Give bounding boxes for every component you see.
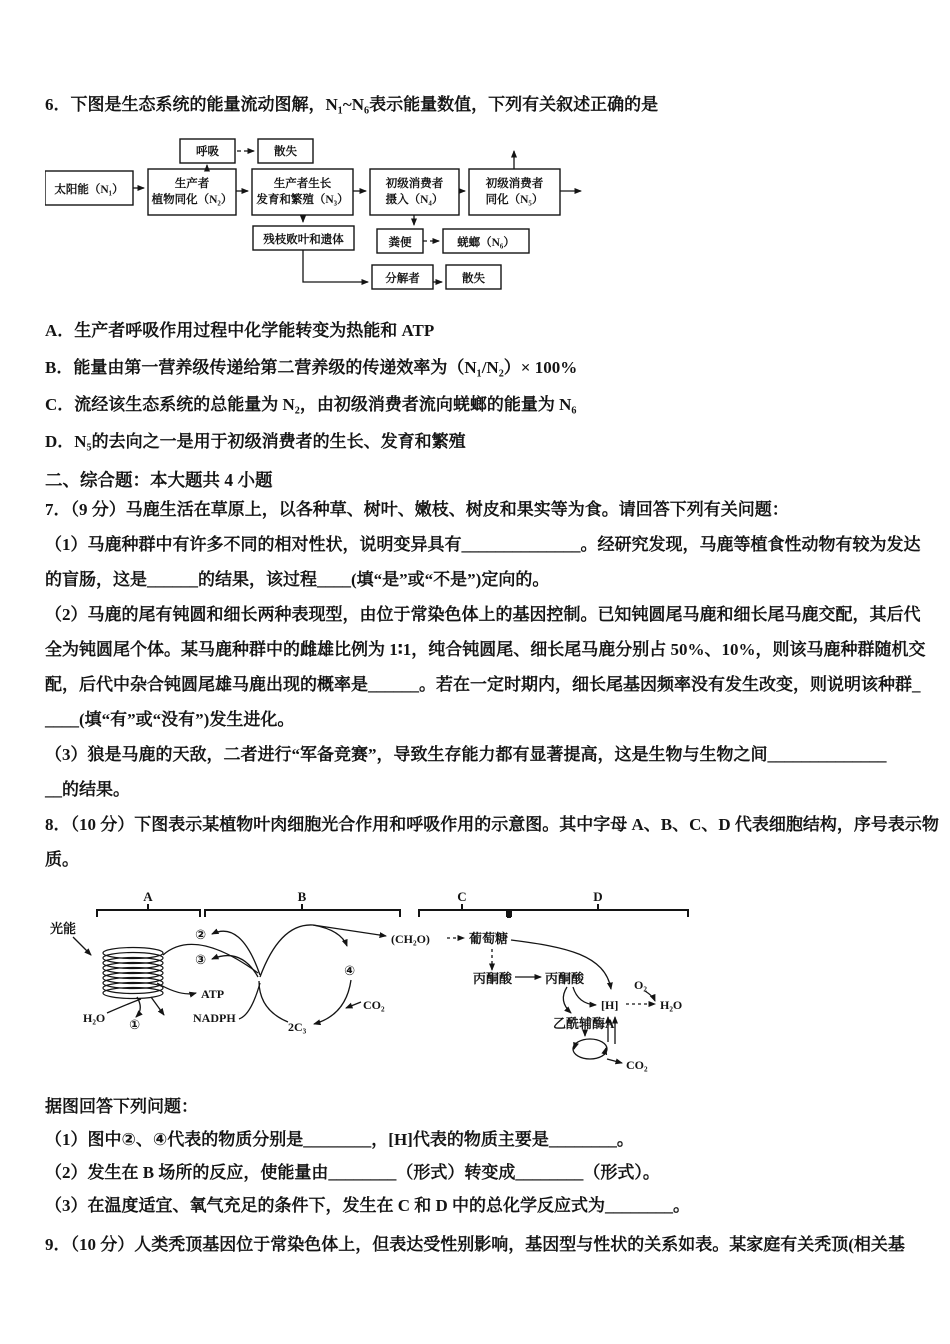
box-decomposer: 分解者 (385, 273, 420, 285)
question8-stem-line1: 8．（10 分）下图表示某植物叶肉细胞光合作用和呼吸作用的示意图。其中字母 A、B、C、D 代表细胞结构，序号表示物 (45, 815, 939, 834)
label-circled-3: ③ (195, 952, 207, 967)
box-intake-line2: 摄入（N₄） (385, 194, 444, 206)
box-respiration: 呼吸 (196, 146, 219, 158)
label-2c3: 2C₃ (288, 1020, 307, 1034)
q7-part3-line2: __的结果。 (45, 780, 130, 799)
label-glucose: 葡萄糖 (469, 931, 509, 946)
diagram2-arrows (73, 925, 655, 1063)
label-acetyl-coa: 乙酰辅酶A (553, 1016, 615, 1031)
box-loss-bottom: 散失 (462, 273, 485, 285)
label-structure-c: C (457, 889, 467, 904)
q7-part2-line1: （2）马鹿的尾有钝圆和细长两种表现型，由位于常染色体上的基因控制。已知钝圆尾马鹿和细长尾马鹿交配，其后代 (45, 605, 921, 624)
diagram2-labels (50, 889, 682, 1072)
diagram2-brackets (97, 904, 688, 918)
box-dung-beetle: 蜣螂（N₆） (457, 237, 515, 249)
option-b: B．能量由第一营养级传递给第二营养级的传递效率为（N₁/N₂）× 100% (45, 358, 578, 377)
option-a: A．生产者呼吸作用过程中化学能转变为热能和 ATP (45, 321, 435, 340)
label-atp: ATP (201, 987, 225, 1001)
box-assimilate-line1: 初级消费者 (485, 178, 544, 190)
label-h2o-left: H₂O (83, 1011, 106, 1025)
question6-stem: 6．下图是生态系统的能量流动图解，N₁~N₆表示能量数值，下列有关叙述正确的是 (45, 95, 659, 114)
question8 (45, 807, 939, 1222)
thylakoid-stack (103, 948, 163, 999)
q7-part2-line3: 配，后代中杂合钝圆尾雄马鹿出现的概率是______。若在一定时期内，细长尾基因频率没有发生改变，则说明该种群_ (45, 675, 921, 694)
q8-sub2: （2）发生在 B 场所的反应，使能量由________（形式）转变成________（形式）。 (45, 1163, 660, 1182)
label-nadph: NADPH (193, 1011, 236, 1025)
label-structure-a: A (143, 889, 153, 904)
label-ch2o: (CH₂O) (391, 932, 430, 946)
box-litter: 残枝败叶和遗体 (263, 234, 344, 246)
box-intake-line1: 初级消费者 (385, 178, 444, 190)
box-assimilate-line2: 同化（N₅） (485, 194, 544, 206)
section2-heading: 二、综合题：本大题共 4 小题 (45, 470, 273, 490)
question9-stem: 9．（10 分）人类秃顶基因位于常染色体上，但表达受性别影响，基因型与性状的关系如表。某家庭有关秃顶(相关基 (45, 1235, 905, 1254)
question8-stem-line2: 质。 (45, 850, 79, 869)
label-circled-4: ④ (344, 963, 356, 978)
q7-part3-line1: （3）狼是马鹿的天敌，二者进行“军备竞赛”，导致生存能力都有显著提高，这是生物与生物之间______________ (45, 745, 887, 764)
label-structure-b: B (297, 889, 307, 904)
label-co2-calvin: CO₂ (363, 998, 385, 1012)
label-pyruvate-1: 丙酮酸 (473, 971, 513, 986)
question6-options (45, 320, 914, 453)
option-c: C．流经该生态系统的总能量为 N₂，由初级消费者流向蜣螂的能量为 N₆ (45, 395, 577, 414)
box-growth-line2: 发育和繁殖（N₃） (256, 194, 349, 206)
q7-part2-line2: 全为钝圆尾个体。某马鹿种群中的雌雄比例为 1∶1，纯合钝圆尾、细长尾马鹿分别占 50%、10%，则该马鹿种群随机交 (45, 640, 926, 659)
box-sun: 太阳能（N₁） (54, 184, 124, 196)
box-producer-line1: 生产者 (174, 178, 210, 190)
q7-part1-line1: （1）马鹿种群中有许多不同的相对性状，说明变异具有______________。经研究发现，马鹿等植食性动物有较为发达 (45, 535, 921, 554)
label-co2-bottom: CO₂ (626, 1058, 648, 1072)
question7-stem: 7．（9 分）马鹿生活在草原上，以各种草、树叶、嫩枝、树皮和果实等为食。请回答下列有关问题： (45, 500, 789, 519)
energy-flow-diagram (45, 134, 914, 304)
q8-sub3: （3）在温度适宜、氧气充足的条件下，发生在 C 和 D 中的总化学反应式为________。 (45, 1196, 691, 1215)
label-light-energy: 光能 (50, 921, 77, 936)
label-h-carrier: [H] (601, 998, 619, 1012)
option-d: D．N₅的去向之一是用于初级消费者的生长、发育和繁殖 (45, 432, 466, 451)
q8-sub1: （1）图中②、④代表的物质分别是________，[H]代表的物质主要是________。 (45, 1130, 634, 1149)
diagram1-arrows (133, 151, 581, 282)
photosynthesis-respiration-diagram (45, 885, 914, 1080)
question7 (45, 492, 926, 807)
label-circled-1: ① (129, 1017, 141, 1032)
box-feces: 粪便 (388, 237, 412, 249)
label-structure-d: D (593, 889, 603, 904)
box-producer-line2: 植物同化（N₂） (151, 194, 233, 206)
q7-part1-line2: 的盲肠，这是______的结果，该过程____(填“是”或“不是”)定向的。 (45, 570, 550, 589)
label-pyruvate-2: 丙酮酸 (545, 971, 585, 986)
label-circled-2: ② (195, 927, 207, 942)
box-growth-line1: 生产者生长 (273, 178, 332, 190)
label-h2o-right: H₂O (660, 998, 683, 1012)
box-loss-top: 散失 (274, 146, 297, 158)
label-o2: O₂ (634, 978, 647, 992)
question8-prompt: 据图回答下列问题： (45, 1097, 198, 1116)
q7-part2-line4: ____(填“有”或“没有”)发生进化。 (45, 710, 295, 729)
